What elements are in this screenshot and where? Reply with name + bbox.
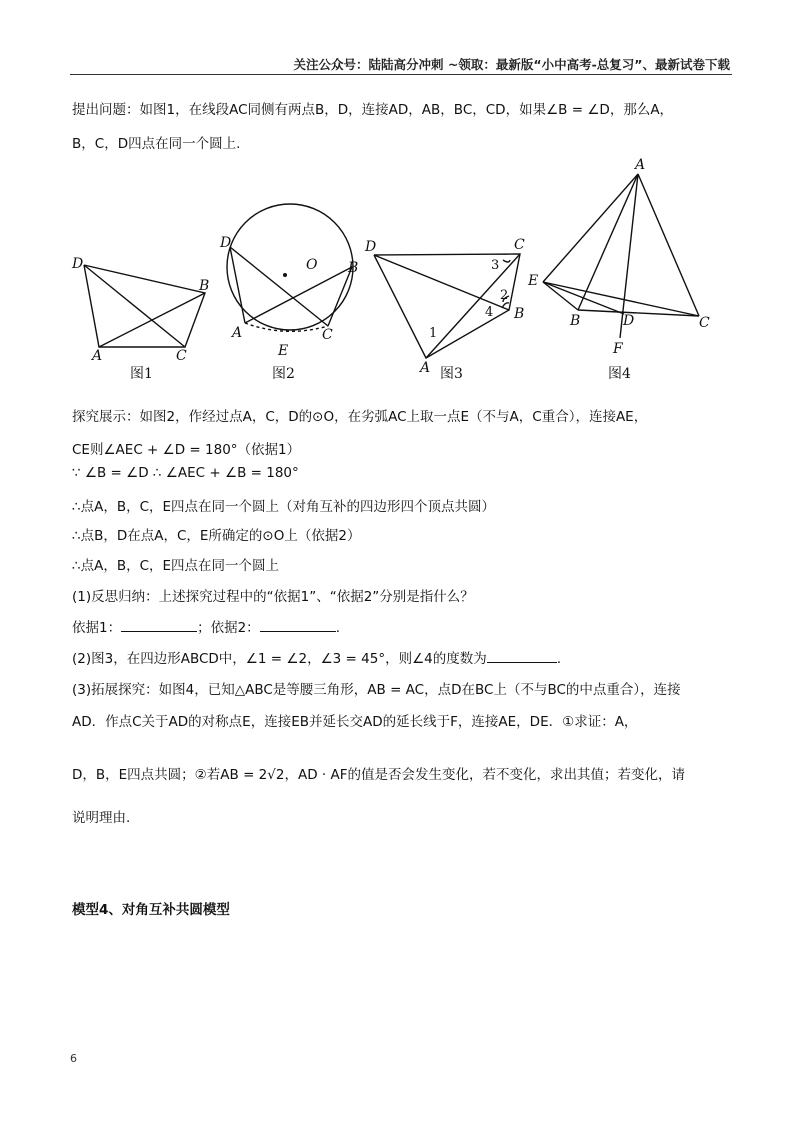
q3-line-3: D，B，E四点共圆；②若AB = 2√2，AD · AF的值是否会发生变化，若不变化，求出其值；若变化，请 [72, 767, 685, 783]
q3-line-1: (3)拓展探究：如图4，已知△ABC是等腰三角形，AB = AC，点D在BC上（不与BC的中点重合），连接 [72, 682, 681, 698]
fig4-label-A: A [635, 157, 646, 173]
q1-separator: ；依据2： [197, 620, 260, 636]
figure-2 [227, 204, 353, 331]
fig2-label-D: D [220, 235, 232, 251]
fig3-label-C: C [514, 237, 525, 253]
intro-line-2: B，C，D四点在同一个圆上. [72, 136, 241, 152]
q2-line [72, 647, 561, 667]
fig2-label-B: B [348, 260, 359, 276]
section-title: 模型4、对角互补共圆模型 [72, 902, 230, 918]
fig1-label-D: D [72, 256, 84, 272]
fig1-label-B: B [199, 278, 210, 294]
explore-line-1: 探究展示：如图2，作经过点A，C，D的⊙O，在劣弧AC上取一点E（不与A，C重合），连接AE， [72, 409, 648, 425]
fig4-label-C: C [699, 315, 710, 331]
intro-line-1: 提出问题：如图1，在线段AC同侧有两点B，D，连接AD，AB，BC，CD，如果∠B = ∠D，那么A， [72, 102, 674, 118]
fig4-label-F: F [613, 341, 623, 357]
q1-prompt: (1)反思归纳：上述探究过程中的“依据1”、“依据2”分别是指什么？ [72, 589, 474, 605]
q1-answer-line [72, 616, 340, 636]
page-header: 关注公众号：陆陆高分冲刺 ~领取：最新版“小中高考-总复习”、最新试卷下载 [293, 57, 730, 72]
q1-basis1-blank[interactable] [121, 617, 197, 632]
fig3-label-A: A [420, 360, 431, 376]
q1-basis2-blank[interactable] [260, 617, 336, 632]
fig2-center-dot [283, 273, 287, 277]
fig2-label-C: C [322, 327, 333, 343]
fig3-label-D: D [365, 239, 377, 255]
q2-end: . [556, 651, 562, 667]
fig2-label-E: E [278, 343, 289, 359]
fig1-label-A: A [92, 348, 103, 364]
q3-line-2: AD．作点C关于AD的对称点E，连接EB并延长交AD的延长线于F，连接AE，DE．①求证：A， [72, 714, 638, 730]
fig3-caption: 图3 [440, 366, 463, 382]
explore-line-5: ∴点B，D在点A，C，E所确定的⊙O上（依据2） [72, 528, 361, 544]
q3-line-4: 说明理由. [72, 810, 131, 826]
q2-answer-blank[interactable] [487, 648, 557, 663]
fig4-label-B: B [570, 313, 581, 329]
fig3-angle-1: 1 [429, 326, 438, 341]
fig4-caption: 图4 [608, 366, 631, 382]
fig4-label-D: D [623, 313, 635, 329]
fig2-label-O: O [306, 257, 318, 273]
q1-basis1-label: 依据1： [72, 620, 122, 636]
fig1-caption: 图1 [130, 366, 153, 382]
fig2-caption: 图2 [272, 366, 295, 382]
figure-1 [84, 265, 205, 347]
fig3-angle-4: 4 [485, 305, 494, 320]
explore-line-2: CE则∠AEC + ∠D = 180°（依据1） [72, 442, 301, 458]
explore-line-3: ∵ ∠B = ∠D ∴ ∠AEC + ∠B = 180° [72, 465, 299, 481]
figures-row [60, 150, 730, 390]
fig4-label-E: E [528, 273, 539, 289]
explore-line-4: ∴点A，B，C，E四点在同一个圆上（对角互补的四边形四个顶点共圆） [72, 499, 496, 515]
fig3-angle-2: 2 [500, 288, 509, 303]
q1-end: . [335, 620, 340, 636]
q2-text: (2)图3，在四边形ABCD中，∠1 = ∠2，∠3 = 45°，则∠4的度数为 [72, 651, 487, 667]
figure-4 [543, 174, 699, 338]
explore-line-6: ∴点A，B，C，E四点在同一个圆上 [72, 558, 280, 574]
page-number: 6 [70, 1052, 77, 1065]
fig2-label-A: A [232, 325, 243, 341]
fig3-label-B: B [514, 306, 525, 322]
fig3-angle-3: 3 [491, 258, 500, 273]
fig1-label-C: C [176, 348, 187, 364]
header-rule [70, 74, 732, 75]
